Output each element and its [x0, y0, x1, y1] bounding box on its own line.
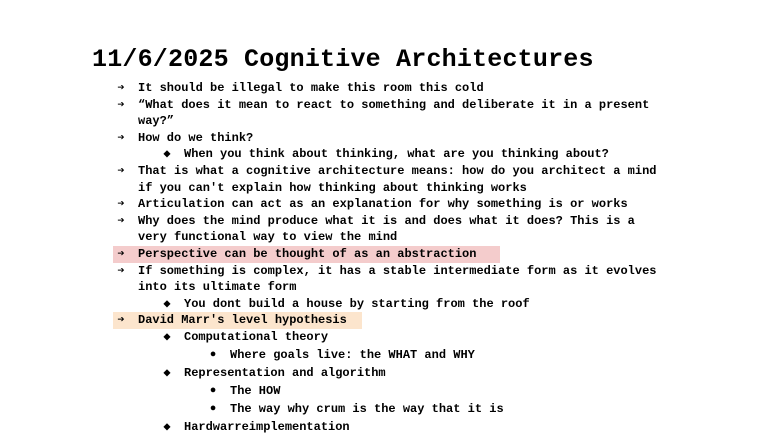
list-item-text: Computational theory: [184, 329, 329, 344]
dot-bullet-icon: ●: [209, 348, 217, 361]
list-item: [0, 296, 784, 313]
page-title: 11/6/2025 Cognitive Architectures: [92, 45, 594, 74]
list-item-text: Perspective can be thought of as an abstraction: [138, 246, 477, 261]
list-item-text: Why does the mind produce what it is and does what it does? This is a: [138, 213, 635, 228]
highlighted-list-item: [0, 312, 784, 329]
list-item: [0, 130, 784, 147]
dot-bullet-icon: ●: [209, 384, 217, 397]
list-item-text: way?”: [138, 114, 175, 129]
list-item: [0, 383, 784, 401]
arrow-bullet-icon: ➔: [117, 313, 125, 328]
arrow-bullet-icon: ➔: [117, 130, 125, 145]
list-item-text: into its ultimate form: [138, 280, 297, 295]
list-item-text: Articulation can act as an explanation for why something is or works: [138, 197, 628, 212]
list-item: [0, 80, 784, 97]
dot-bullet-icon: ●: [209, 402, 217, 415]
list-item: [0, 419, 784, 436]
list-item: [0, 329, 784, 347]
list-item-text: “What does it mean to react to something and deliberate it in a present: [138, 97, 650, 112]
list-item-continuation: [0, 180, 784, 197]
notes-list: [0, 80, 784, 436]
list-item-text: The HOW: [230, 383, 281, 398]
highlighted-list-item: [0, 246, 784, 263]
list-item-text: How do we think?: [138, 130, 254, 145]
list-item: [0, 263, 784, 280]
list-item-text: You dont build a house by starting from the roof: [184, 296, 530, 311]
list-item-text: If something is complex, it has a stable intermediate form as it evolves: [138, 263, 657, 278]
list-item-continuation: [0, 113, 784, 130]
arrow-bullet-icon: ➔: [117, 263, 125, 278]
arrow-bullet-icon: ➔: [117, 163, 125, 178]
list-item: [0, 347, 784, 365]
list-item-text: Representation and algorithm: [184, 365, 386, 380]
list-item-continuation: [0, 229, 784, 246]
list-item-text: That is what a cognitive architecture means: how do you architect a mind: [138, 163, 657, 178]
list-item-text: It should be illegal to make this room this cold: [138, 81, 484, 95]
list-item: [0, 146, 784, 163]
list-item-text: When you think about thinking, what are you thinking about?: [184, 147, 609, 162]
list-item-continuation: [0, 279, 784, 296]
arrow-bullet-icon: ➔: [117, 246, 125, 261]
arrow-bullet-icon: ➔: [117, 213, 125, 228]
list-item-text: The way why crum is the way that it is: [230, 401, 504, 416]
list-item-text: Where goals live: the WHAT and WHY: [230, 347, 475, 362]
arrow-bullet-icon: ➔: [117, 81, 125, 95]
diamond-bullet-icon: ◆: [163, 329, 171, 344]
list-item-text: if you can't explain how thinking about thinking works: [138, 180, 527, 195]
arrow-bullet-icon: ➔: [117, 97, 125, 112]
list-item-text: David Marr's level hypothesis: [138, 313, 347, 328]
list-item: [0, 163, 784, 180]
arrow-bullet-icon: ➔: [117, 197, 125, 212]
list-item-text: very functional way to view the mind: [138, 230, 398, 245]
list-item: [0, 365, 784, 383]
list-item-text: Hardwarreimplementation: [184, 419, 350, 434]
list-item: [0, 196, 784, 213]
list-item: [0, 97, 784, 114]
diamond-bullet-icon: ◆: [163, 147, 171, 162]
diamond-bullet-icon: ◆: [163, 365, 171, 380]
list-item: [0, 213, 784, 230]
diamond-bullet-icon: ◆: [163, 419, 171, 434]
diamond-bullet-icon: ◆: [163, 296, 171, 311]
list-item: [0, 401, 784, 419]
